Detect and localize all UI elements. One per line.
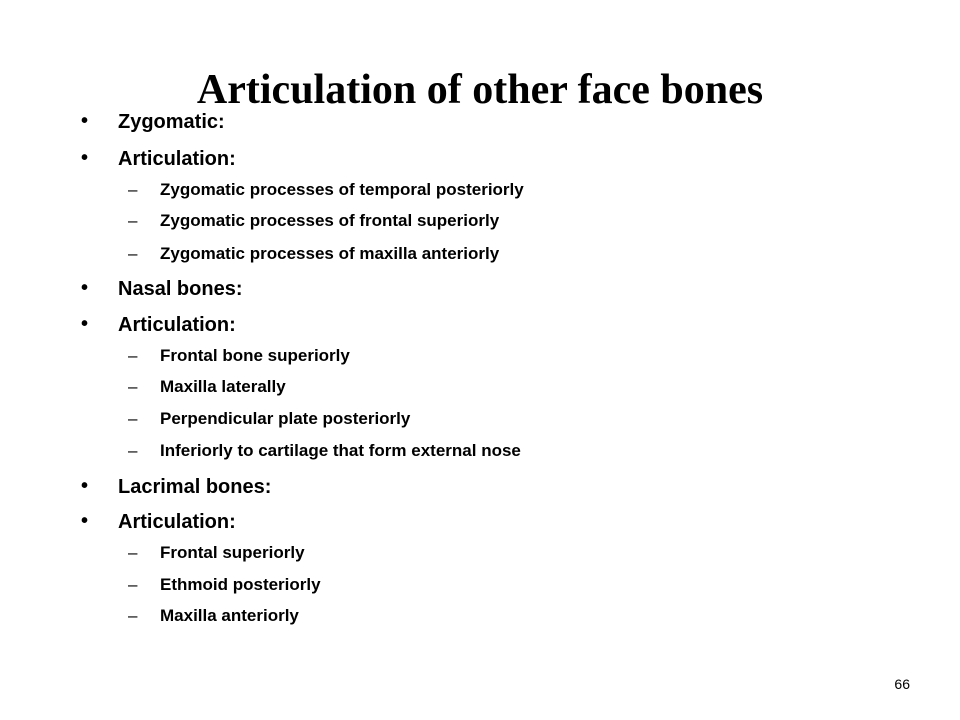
sub-item-text: Frontal bone superiorly bbox=[160, 346, 350, 365]
articulation-label: Articulation: bbox=[118, 148, 236, 170]
bullet-item-articulation bbox=[81, 510, 236, 534]
bullet-item-bone bbox=[81, 277, 243, 301]
bone-label: Nasal bones: bbox=[118, 278, 243, 300]
sub-item bbox=[128, 244, 500, 264]
slide-title: Articulation of other face bones bbox=[196, 67, 764, 113]
bullet-icon: • bbox=[81, 510, 89, 532]
sub-item bbox=[128, 543, 305, 563]
sub-item bbox=[128, 575, 321, 595]
sub-item bbox=[128, 180, 524, 200]
dash-icon: – bbox=[128, 211, 138, 230]
bone-label: Lacrimal bones: bbox=[118, 476, 272, 498]
dash-icon: – bbox=[128, 377, 138, 396]
dash-icon: – bbox=[128, 180, 138, 199]
sub-item-text: Ethmoid posteriorly bbox=[160, 575, 321, 594]
dash-icon: – bbox=[128, 409, 138, 428]
bullet-icon: • bbox=[81, 475, 89, 497]
dash-icon: – bbox=[128, 606, 138, 625]
sub-item-text: Zygomatic processes of maxilla anteriorly bbox=[160, 244, 500, 263]
sub-item bbox=[128, 377, 286, 397]
articulation-label: Articulation: bbox=[118, 314, 236, 336]
bullet-item-bone bbox=[81, 110, 225, 134]
sub-item-text: Inferiorly to cartilage that form external nose bbox=[160, 441, 521, 460]
dash-icon: – bbox=[128, 543, 138, 562]
sub-item bbox=[128, 211, 500, 231]
page-number: 66 bbox=[894, 676, 910, 692]
bullet-item-articulation bbox=[81, 147, 236, 171]
bone-label: Zygomatic: bbox=[118, 111, 225, 133]
bullet-item-bone bbox=[81, 475, 272, 499]
sub-item-text: Zygomatic processes of frontal superiorly bbox=[160, 211, 500, 230]
dash-icon: – bbox=[128, 441, 138, 460]
articulation-label: Articulation: bbox=[118, 511, 236, 533]
sub-item bbox=[128, 346, 350, 366]
sub-item bbox=[128, 606, 299, 626]
dash-icon: – bbox=[128, 575, 138, 594]
sub-item bbox=[128, 409, 411, 429]
bullet-icon: • bbox=[81, 313, 89, 335]
sub-item-text: Maxilla anteriorly bbox=[160, 606, 299, 625]
sub-item-text: Maxilla laterally bbox=[160, 377, 286, 396]
bullet-icon: • bbox=[81, 277, 89, 299]
sub-item bbox=[128, 441, 521, 461]
bullet-icon: • bbox=[81, 147, 89, 169]
sub-item-text: Frontal superiorly bbox=[160, 543, 305, 562]
sub-item-text: Zygomatic processes of temporal posteriorly bbox=[160, 180, 524, 199]
dash-icon: – bbox=[128, 346, 138, 365]
bullet-item-articulation bbox=[81, 313, 236, 337]
bullet-icon: • bbox=[81, 110, 89, 132]
dash-icon: – bbox=[128, 244, 138, 263]
sub-item-text: Perpendicular plate posteriorly bbox=[160, 409, 411, 428]
